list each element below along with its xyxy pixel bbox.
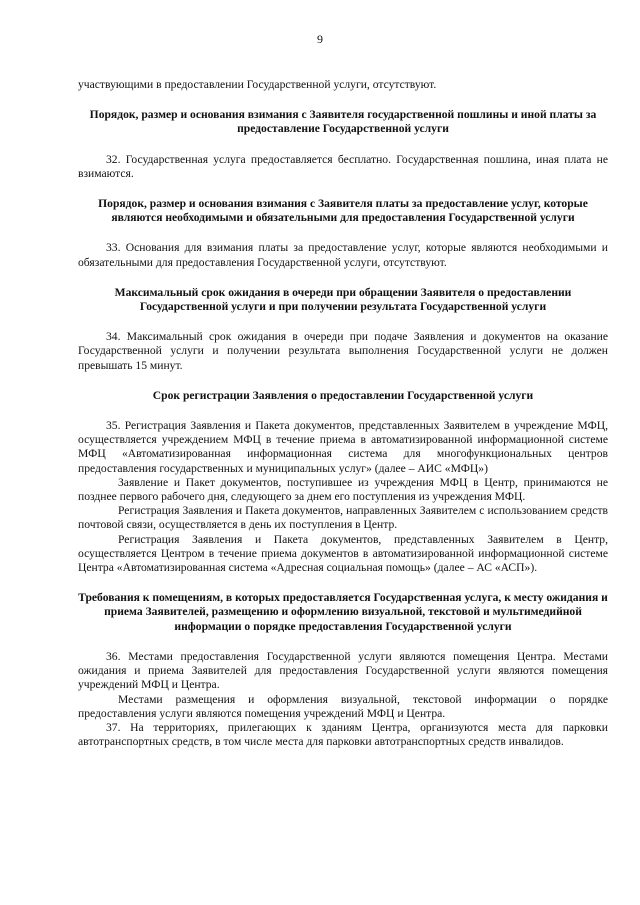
page-number: 9: [317, 32, 323, 46]
section-heading-queue-time: Максимальный срок ожидания в очереди при обращении Заявителя о предоставлении Государственной услуги и при получении результата Государственной услуги: [114, 285, 572, 314]
document-body: [78, 78, 608, 749]
section-heading-registration-term: Срок регистрации Заявления о предоставлении Государственной услуги: [152, 388, 534, 402]
paragraph-35: 35. Регистрация Заявления и Пакета документов, представленных Заявителем в учреждение МФЦ, осуществляется учреждением МФЦ в течение приема в автоматизированной информационной системе МФЦ «Автоматизированная информационная система для многофункциональных центров предоставления государственных и муниципальных услуг» (далее – АИС «МФЦ»): [78, 419, 608, 475]
paragraph-36: 36. Местами предоставления Государственной услуги являются помещения Центра. Местами ожидания и приема Заявителей для предоставления Государственной услуги являются помещения учреждений МФЦ и Центра.: [78, 649, 608, 692]
paragraph-35-mfc-transfer: Заявление и Пакет документов, поступившее из учреждения МФЦ в Центр, принимаются не позднее первого рабочего дня, следующего за днем его поступления из учреждения МФЦ.: [78, 475, 608, 504]
paragraph-33: 33. Основания для взимания платы за предоставление услуг, которые являются необходимыми и обязательными для предоставления Государственной услуги, отсутствуют.: [78, 241, 608, 269]
paragraph-35-center: Регистрация Заявления и Пакета документов, представленных Заявителем в Центр, осуществляется Центром в течение приема документов в автоматизированной информационной системе Центра «Автоматизированная система «Адресная социальная помощь» (далее – АС «АСП»).: [78, 532, 608, 575]
paragraph-32: 32. Государственная услуга предоставляется бесплатно. Государственная пошлина, иная плата не взимаются.: [78, 152, 608, 180]
paragraph-36-information-placement: Местами размещения и оформления визуальной, текстовой информации о порядке предоставления услуги являются помещения учреждений МФЦ и Центра.: [78, 692, 608, 720]
paragraph-35-postal: Регистрация Заявления и Пакета документов, направленных Заявителем с использованием средств почтовой связи, осуществляется в день их поступления в Центр.: [78, 504, 608, 532]
section-heading-premises-requirements: Требования к помещениям, в которых предоставляется Государственная услуга, к месту ожидания и приема Заявителей, размещению и оформлению визуальной, текстовой и мультимедийной информации о порядке предоставления Государственной услуги: [78, 591, 608, 633]
intro-paragraph: участвующими в предоставлении Государственной услуги, отсутствуют.: [78, 78, 437, 91]
section-heading-fees: Порядок, размер и основания взимания с Заявителя государственной пошлины и иной платы за предоставление Государственной услуги: [89, 108, 597, 136]
section-heading-required-services-fees: Порядок, размер и основания взимания с Заявителя платы за предоставление услуг, которые являются необходимыми и обязательными для предоставления Государственной услуги: [98, 197, 588, 225]
paragraph-34: 34. Максимальный срок ожидания в очереди при подаче Заявления и документов на оказание Государственной услуги и получении результата выполнения Государственной услуги не должен превышать 15 минут.: [78, 330, 608, 372]
paragraph-37: 37. На территориях, прилегающих к зданиям Центра, организуются места для парковки автотранспортных средств, в том числе места для парковки автотранспортных средств инвалидов.: [78, 720, 608, 749]
